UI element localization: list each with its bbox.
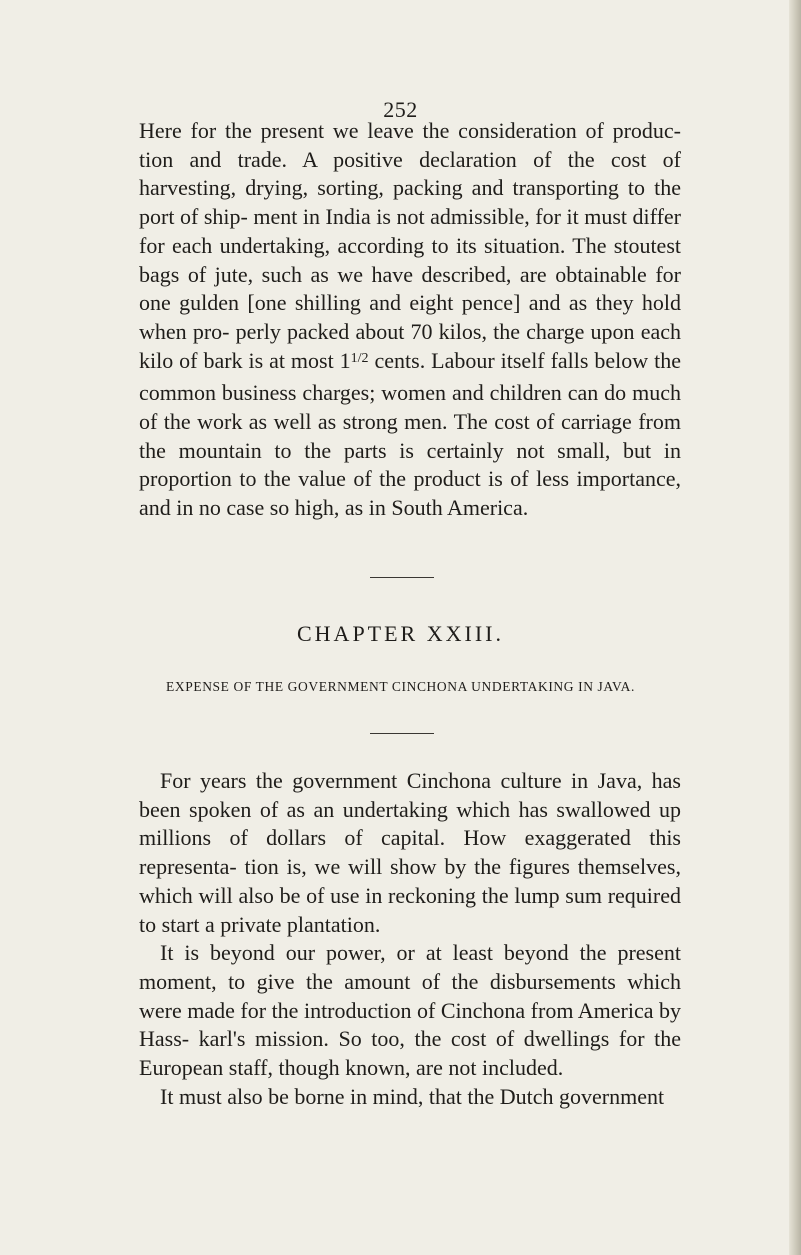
chapter-subtitle: EXPENSE OF THE GOVERNMENT CINCHONA UNDERTAKING IN JAVA. xyxy=(166,679,635,694)
paragraph-dutch-government: It must also be borne in mind, that the Dutch government xyxy=(160,1083,665,1109)
section-divider-bottom xyxy=(370,733,434,734)
section-divider-top xyxy=(370,577,434,578)
opening-text-block xyxy=(139,117,681,523)
paragraph-government-culture: For years the government Cinchona culture in Java, has been spoken of as an undertaking which has swallowed up millions of dollars of capital. How exaggerated this representa- tion is, we will show by the figures themselves, which will also be of use in reckoning the lump sum required to start a private plantation. xyxy=(139,768,681,937)
page-number: 252 xyxy=(383,97,418,122)
paragraph-1-part-2: cents. Labour itself falls below the common business charges; women and children can do much of the work as well as strong men. The cost of carriage from the mountain to the parts is certainly not small, but in proportion to the value of the product is of less importance, and in no case so high, as in South America. xyxy=(139,347,681,521)
fraction-half: 1/2 xyxy=(350,350,369,366)
paragraph-production-trade xyxy=(139,117,681,523)
paragraph-disbursements: It is beyond our power, or at least beyond the present moment, to give the amount of the disbursements which were made for the introduction of Cinchona from America by Hass- karl's mission. So too, the cost of dwellings for the European staff, though known, are not included. xyxy=(139,940,681,1081)
chapter-title: CHAPTER XXIII. xyxy=(297,621,504,646)
paragraph-1-part-1: Here for the present we leave the consideration of produc- tion and trade. A positive declaration of the cost of harvesting, drying, sorting, packing and transporting to the port of ship- ment in India is not admissible, for it must differ for each undertaking, according to its situation. The stoutest bags of jute, such as we have described, are obtainable for one gulden [one shilling and eight pence] and as they hold when pro- perly packed about 70 kilos, the charge upon each kilo of bark is at most 1 xyxy=(139,118,681,373)
chapter-body xyxy=(139,767,681,1111)
